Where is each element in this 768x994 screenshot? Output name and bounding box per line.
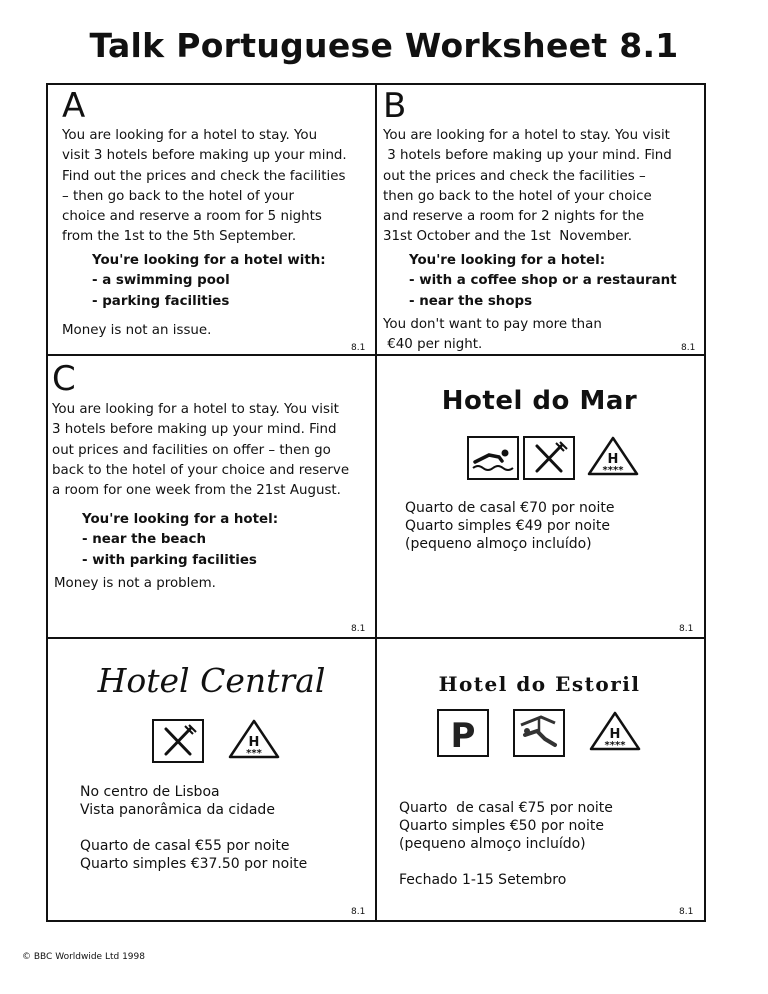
page-label: 8.1 [351,907,366,917]
star-count: **** [604,740,626,751]
text-line: Money is not an issue. [62,323,212,338]
page-label: 8.1 [681,343,696,353]
hotel-name: Hotel do Mar [441,386,638,416]
requirement-line: You're looking for a hotel with: [92,253,326,268]
star-rating-icon [589,711,641,751]
card-letter: A [62,86,86,126]
info-line: Quarto simples €37.50 por noite [80,856,308,872]
requirement-line: - with parking facilities [82,552,257,568]
requirement-line: - a swimming pool [92,273,230,289]
text-line: 3 hotels before making up your mind. Find [383,148,672,164]
beach-icon [513,709,565,757]
star-rating-icon [228,719,280,759]
text-line: out the prices and check the facilities – [383,168,646,184]
card-a-instructions [62,126,347,248]
info-line: (pequeno almoço incluído) [399,836,586,852]
info-line: Quarto simples €49 por noite [405,518,610,534]
requirement-line: You're looking for a hotel: [409,253,606,268]
hotel-prices [399,799,613,889]
card-a-requirements [92,251,326,312]
text-line: – then go back to the hotel of your [62,188,295,204]
star-letter: H [248,735,260,750]
info-line [80,819,307,837]
card-hotel-do-mar [377,356,702,637]
text-line: choice and reserve a room for 5 nights [62,209,322,225]
requirement-line: - parking facilities [92,293,230,309]
knife-fork-icon [523,436,575,480]
star-letter: H [609,727,621,742]
requirement-line: You're looking for a hotel: [82,512,279,527]
text-line: a room for one week from the 21st August. [52,483,341,499]
swimmer-icon [467,436,519,480]
card-b [377,85,702,354]
page-label: 8.1 [351,343,366,353]
copyright-notice: © BBC Worldwide Ltd 1998 [22,952,145,962]
card-letter: B [383,86,407,126]
requirement-line: - near the beach [82,532,206,548]
text-line: visit 3 hotels before making up your mind. [62,148,347,164]
star-rating-icon [587,436,639,476]
star-count: **** [602,465,624,476]
card-c-instructions [52,400,349,501]
info-line: No centro de Lisboa [80,784,220,800]
text-line: You are looking for a hotel to stay. You [62,128,318,143]
hotel-prices [405,499,614,553]
card-c-requirements [82,510,278,571]
text-line: back to the hotel of your choice and reserve [52,462,350,478]
card-a [48,85,375,354]
text-line: €40 per night. [383,337,483,353]
text-line: You don't want to pay more than [383,317,602,332]
worksheet-grid [46,83,706,922]
hotel-name: Hotel do Estoril [438,672,641,696]
card-a-note [62,321,211,341]
text-line: then go back to the hotel of your choice [383,188,652,204]
info-line: Quarto de casal €55 por noite [80,838,290,854]
info-line: Vista panorâmica da cidade [80,802,275,818]
text-line: You are looking for a hotel to stay. You visit [383,128,670,143]
page-label: 8.1 [679,624,694,634]
hotel-details [80,783,307,873]
card-c-note [54,574,216,594]
card-b-requirements [409,251,677,312]
card-b-instructions [383,126,672,248]
star-count: *** [246,748,262,759]
info-line: Fechado 1-15 Setembro [399,872,567,888]
star-letter: H [607,452,619,467]
svg-text:P: P [450,716,476,755]
info-line: Quarto de casal €70 por noite [405,500,615,516]
info-line: Quarto de casal €75 por noite [399,800,613,816]
card-hotel-do-estoril [377,639,702,920]
text-line: Find out the prices and check the facilities [62,168,346,184]
card-c [48,356,375,637]
card-letter: C [52,359,76,399]
text-line: from the 1st to the 5th September. [62,229,297,245]
text-line: You are looking for a hotel to stay. You visit [52,402,339,417]
text-line: 31st October and the 1st November. [383,229,632,245]
info-line: Quarto simples €50 por noite [399,818,604,834]
parking-icon [437,709,489,757]
knife-fork-icon [152,719,204,763]
hotel-name: Hotel Central [97,661,326,700]
card-hotel-central [48,639,375,920]
worksheet-title: Talk Portuguese Worksheet 8.1 [89,26,679,65]
requirement-line: - near the shops [409,293,533,309]
info-line [399,853,613,871]
info-line: (pequeno almoço incluído) [405,536,592,552]
text-line: Money is not a problem. [54,576,216,591]
page-label: 8.1 [351,624,366,634]
text-line: 3 hotels before making up your mind. Find [52,422,337,438]
requirement-line: - with a coffee shop or a restaurant [409,273,677,289]
card-b-note [383,315,602,354]
text-line: out prices and facilities on offer – then go [52,442,331,458]
text-line: and reserve a room for 2 nights for the [383,209,645,225]
page-label: 8.1 [679,907,694,917]
